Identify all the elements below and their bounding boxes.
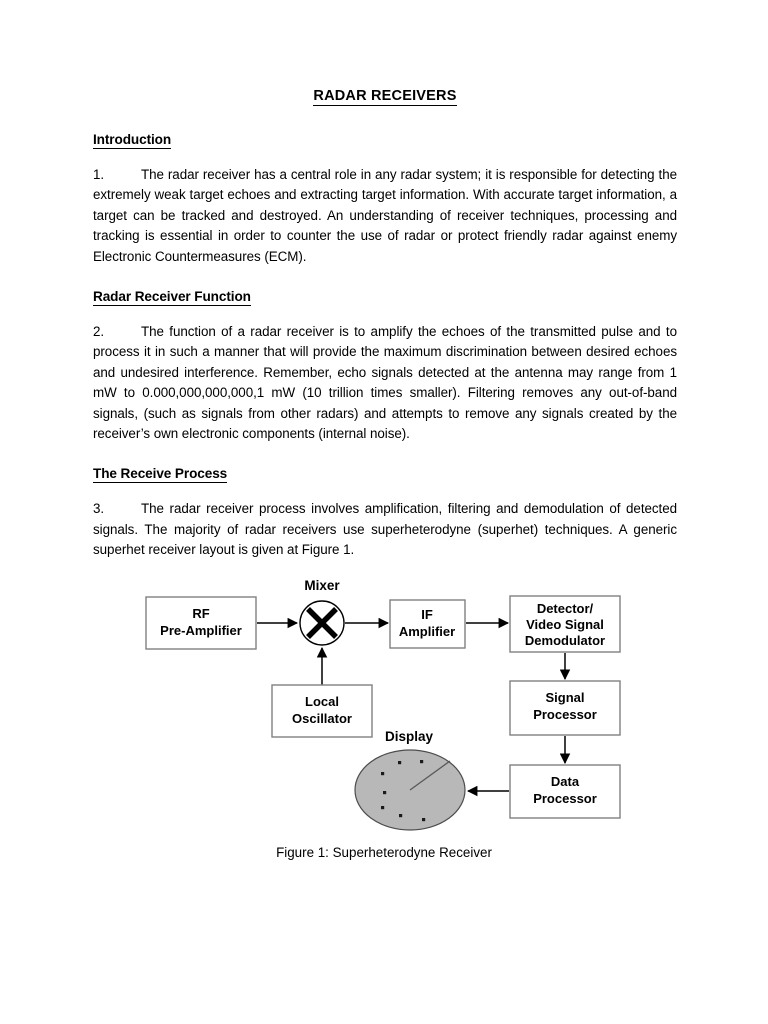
block-data-processor-line1: Data	[550, 774, 580, 789]
paragraph-1-number: 1.	[93, 167, 105, 182]
block-rf-pre-amplifier-line1: RF	[192, 606, 210, 621]
section-heading-introduction	[93, 132, 677, 147]
block-data-processor-line2: Processor	[533, 791, 597, 806]
block-detector-line2: Video Signal	[526, 617, 604, 632]
paragraph-1	[93, 165, 677, 267]
section-heading-radar-receiver-function	[93, 289, 677, 304]
block-rf-pre-amplifier	[146, 597, 256, 649]
block-signal-processor-line1: Signal	[545, 690, 585, 705]
block-mixer-label: Mixer	[304, 578, 340, 593]
paragraph-3	[93, 499, 677, 560]
block-detector-line1: Detector/	[536, 601, 594, 616]
paragraph-3-number: 3.	[93, 501, 105, 517]
figure-caption: Figure 1: Superheterodyne Receiver	[276, 845, 492, 860]
section-heading-the-receive-process	[93, 466, 677, 481]
paragraph-2-text: The function of a radar receiver is to amplify the echoes of the transmitted pulse and to process it in such a manner that will provide the maximum discrimination between desired echoes and undesired interference. Remember, echo signals detected at the antenna may range from 1 mW to 0.000,000,000,000,1 mW (10 trillion times smaller). Filtering removes any out-of-band signals, (such as signals from other radars) and attempts to remove any signals created by the receiver’s own electronic components (internal noise).	[93, 324, 677, 442]
paragraph-3-text: The radar receiver process involves amplification, filtering and demodulation of detected signals. The majority of radar receivers use superheterodyne (superhet) techniques. A generic superhet receiver layout is given at Figure 1.	[93, 501, 677, 558]
block-display-label: Display	[385, 729, 434, 744]
paragraph-2	[93, 322, 677, 444]
block-if-amplifier-line2: Amplifier	[398, 624, 456, 639]
document-body	[93, 88, 677, 587]
section-heading-introduction-text: Introduction	[93, 132, 172, 147]
block-rf-pre-amplifier-line2: Pre-Amplifier	[160, 623, 242, 638]
block-signal-processor	[510, 681, 620, 735]
block-detector-line3: Demodulator	[524, 633, 606, 648]
block-data-processor	[510, 765, 620, 818]
paragraph-1-text: The radar receiver has a central role in any radar system; it is responsible for detecting the extremely weak target echoes and extracting target information. With accurate target information, a target can be tracked and destroyed. An understanding of receiver techniques, processing and tracking is essential in order to counter the use of radar or protect friendly radar against enemy Electronic Countermeasures (ECM).	[93, 167, 677, 264]
block-local-oscillator-line2: Oscillator	[292, 711, 352, 726]
block-if-amplifier	[390, 600, 465, 648]
block-mixer	[300, 578, 344, 645]
page-title	[93, 88, 677, 104]
section-heading-the-receive-process-text: The Receive Process	[93, 466, 228, 482]
figure-superheterodyne-receiver	[0, 578, 768, 878]
page-title-text: RADAR RECEIVERS	[313, 88, 457, 104]
section-heading-radar-receiver-function-text: Radar Receiver Function	[93, 289, 251, 305]
block-detector-video-signal-demodulator	[510, 596, 620, 652]
block-local-oscillator-line1: Local	[305, 694, 339, 709]
block-signal-processor-line2: Processor	[533, 707, 597, 722]
paragraph-2-number: 2.	[93, 324, 105, 340]
block-display-scope	[355, 750, 465, 830]
block-local-oscillator	[272, 685, 372, 737]
block-if-amplifier-line1: IF	[421, 607, 433, 622]
